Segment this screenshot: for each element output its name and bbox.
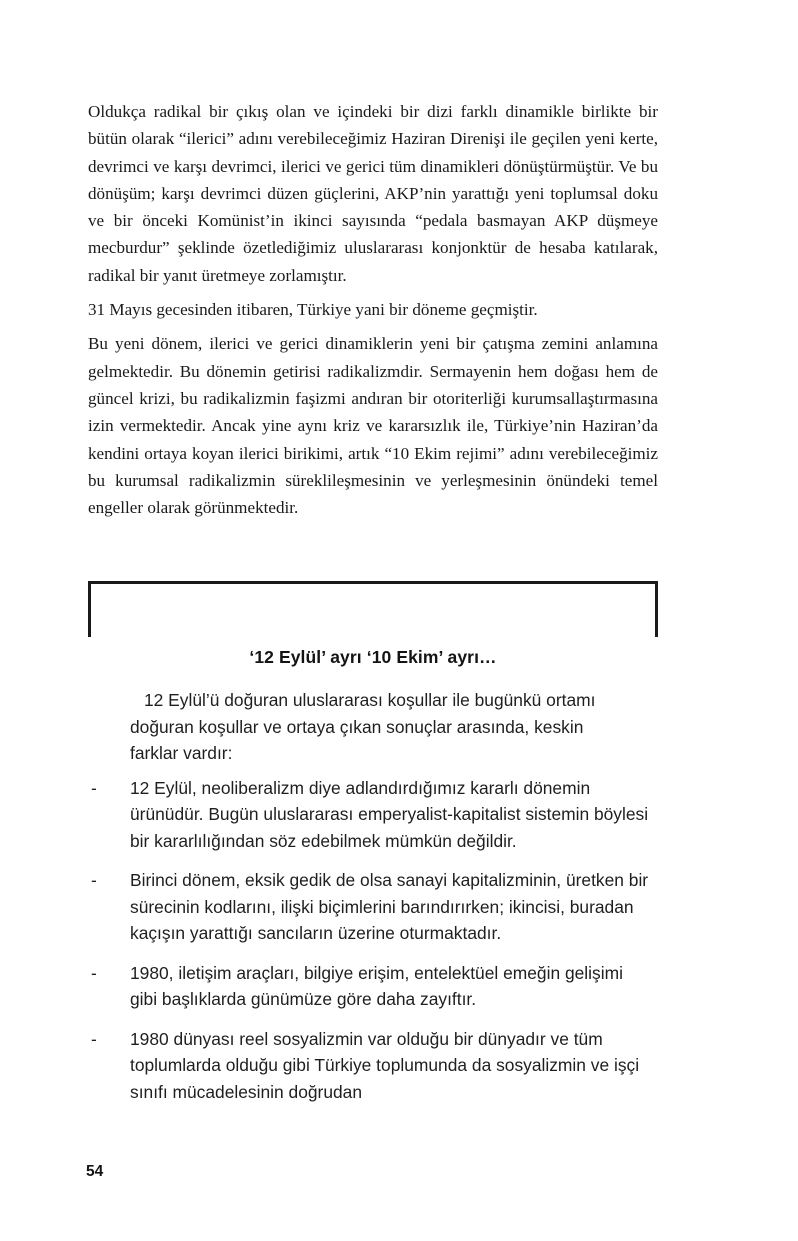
sidebar-box [88,581,658,1118]
bullet-marker-icon: - [91,777,97,798]
list-item-text: Birinci dönem, eksik gedik de olsa sanayi kapitalizminin, üretken bir sürecinin kodlarını, ilişki biçimlerini barındırırken; ikincisi, buradan kaçışın yarattığı sancıların üzerine oturmaktadır. [130,870,649,943]
list-item [88,1026,658,1106]
sidebar-bullet-list [88,775,658,1106]
list-item-text: 1980 dünyası reel sosyalizmin var olduğu bir dünyadır ve tüm toplumlarda olduğu gibi Türkiye toplumunda da sosyalizmin ve işçi sınıfı mücadelesinin doğrudan [130,1028,640,1102]
bullet-marker-icon: - [91,870,97,890]
sidebar-box-intro: 12 Eylül’ü doğuran uluslararası koşullar ile bugünkü ortamı doğuran koşullar ve ortaya çıkan sonuçlar arasında, keskin farklar vardır: [130,690,596,763]
page-number: 54 [86,1163,104,1180]
bullet-marker-icon: - [91,962,97,983]
body-paragraph-1: Oldukça radikal bir çıkış olan ve içindeki bir dizi farklı dinamikle birlikte bir bütün olarak “ilerici” adını verebileceğimiz Haziran Direnişi ile geçilen yeni kerte, devrimci ve karşı devrimci, ilerici ve gerici tüm dinamikleri dönüştürmüştür. Ve bu dönüşüm; karşı devrimci düzen güçlerini, AKP’nin yarattığı yeni toplumsal doku ve bir önceki Komünist’in ikinci sayısında “pedala basmayan AKP düşmeye mecburdur” şeklinde özetlediğimiz uluslararası konjonktür de hesaba katılarak, radikal bir yanıt üretmeye zorlamıştır. [88,102,658,285]
list-item [88,775,658,855]
list-item-text: 1980, iletişim araçları, bilgiye erişim, entelektüel emeğin gelişimi gibi başlıklarda günümüze göre daha zayıftır. [130,962,623,1009]
sidebar-box-frame [88,581,658,637]
list-item [88,960,658,1013]
list-item-text: 12 Eylül, neoliberalizm diye adlandırdığımız kararlı dönemin ürünüdür. Bugün uluslararası emperyalist-kapitalist sistemin böylesi bir kararlılığından söz edebilmek mümkün değildir. [130,777,649,851]
body-text-column [88,98,658,528]
sidebar-box-body [88,687,658,1105]
sidebar-box-heading: ‘12 Eylül’ ayrı ‘10 Ekim’ ayrı… [249,647,497,667]
body-paragraph-3: Bu yeni dönem, ilerici ve gerici dinamiklerin yeni bir çatışma zemini anlamına gelmektedir. Bu dönemin getirisi radikalizmdir. Sermayenin hem doğası hem de güncel krizi, bu radikalizmin faşizmi andıran bir otoriterliği kurumsallaştırmasına izin vermektedir. Ancak yine aynı kriz ve kararsızlık ile, Türkiye’nin Haziran’da kendini ortaya koyan ilerici birikimi, artık “10 Ekim rejimi” adını verebileceğimiz bu kurumsal radikalizmin süreklileşmesinin ve yerleşmesinin önündeki temel engeller olarak görünmektedir. [88,334,658,518]
list-item [88,867,658,947]
bullet-marker-icon: - [91,1028,97,1049]
body-paragraph-2: 31 Mayıs gecesinden itibaren, Türkiye yani bir döneme geçmiştir. [88,300,538,320]
